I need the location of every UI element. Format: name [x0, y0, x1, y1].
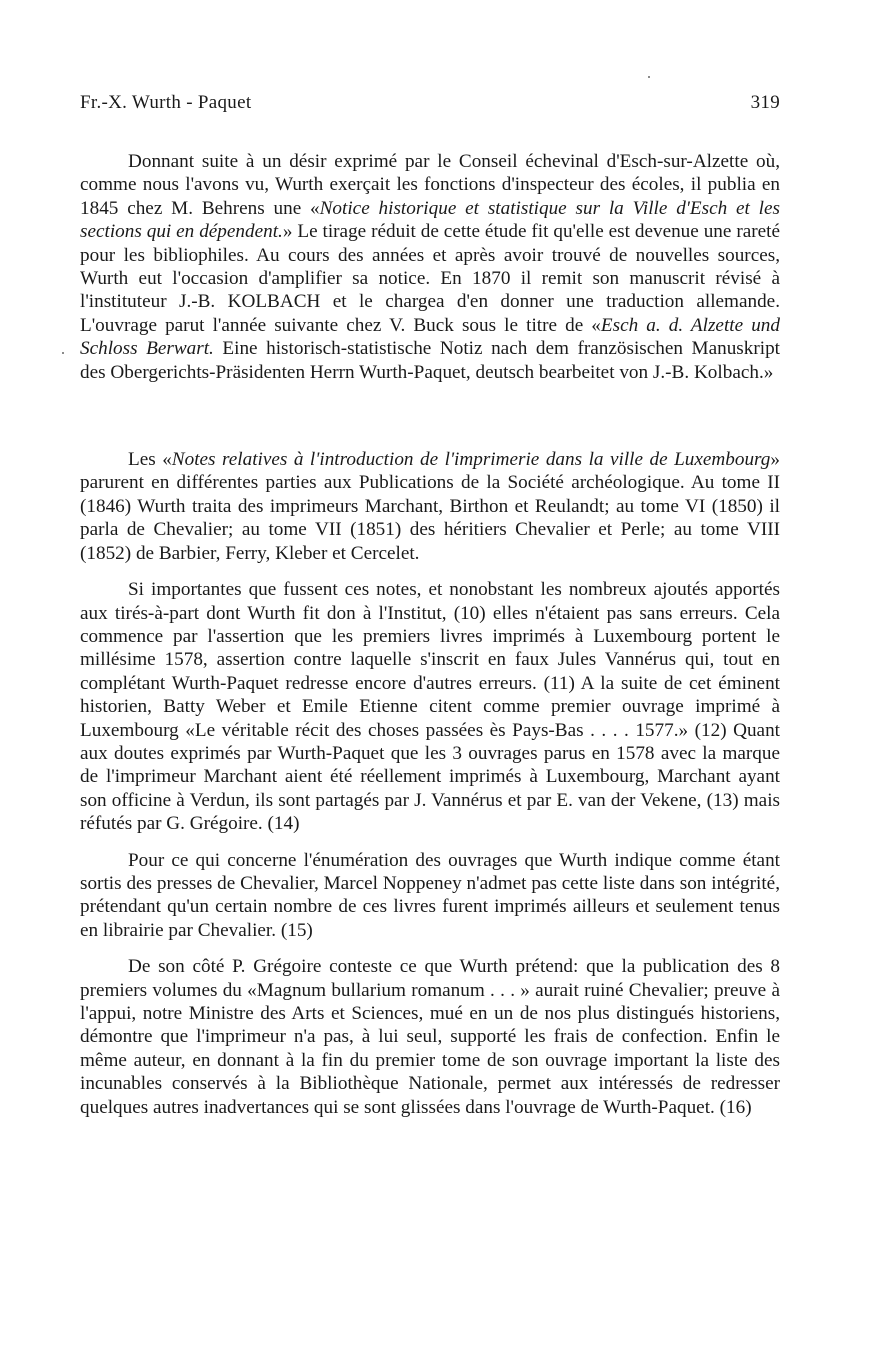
text-run: Donnant suite à un désir exprimé par le Conseil échevinal d'Esch-sur-Alzette où, comme nous l'avons vu, Wurth exerçait les fonctions d'inspecteur des écoles, il publia en 1845 chez M. Behrens une «: [80, 151, 780, 219]
paragraph-chevalier-list: Pour ce qui concerne l'énumération des ouvrages que Wurth indique comme étant sortis des presses de Chevalier, Marcel Noppeney n'admet pas cette liste dans son intégrité, prétendant qu'un certain nombre de ces livres furent imprimés ailleurs et seulement tenus en librairie par Chevalier. (15): [80, 849, 780, 941]
body-text: [80, 150, 780, 1119]
stray-mark: [62, 352, 64, 354]
italic-title: Notes relatives à l'introduction de l'imprimerie dans la ville de Luxembourg: [171, 449, 771, 471]
paragraph-gregoire: De son côté P. Grégoire conteste ce que Wurth prétend: que la publication des 8 premiers volumes du «Magnum bullarium romanum . . . » aurait ruiné Chevalier; preuve à l'appui, notre Ministre des Arts et Sciences, mué en un de nos plus distingués historiens, démontre que l'imprimeur n'a pas, à lui seul, supporté les frais de confection. Enfin le même auteur, en donnant à la fin du premier tome de son ouvrage important la liste des incunables conservés à la Bibliothèque Nationale, permet aux intéressés de redresser quelques autres inadvertances qui se sont glissées dans l'ouvrage de Wurth-Paquet. (16): [80, 956, 780, 1118]
italic-title: Notice historique et statistique sur la Ville d'Esch et les sections qui en dépendent.: [80, 197, 780, 243]
text-run: Les «: [128, 449, 172, 471]
running-head: [80, 92, 780, 120]
text-run: Eine historisch-statistische Notiz nach dem französischen Manuskript des Obergerichts-Präsidenten Herrn Wurth-Paquet, deutsch bearbeitet von J.-B. Kolbach.»: [80, 338, 780, 383]
paragraph-imprimerie-notes: [80, 448, 780, 565]
paragraph-errors: Si importantes que fussent ces notes, et nonobstant les nombreux ajoutés apportés aux tirés-à-part dont Wurth fit don à l'Institut, (10) elles n'étaient pas sans erreurs. Cela commence par l'assertion que les premiers livres imprimés à Luxembourg portent le millésime 1578, assertion contre laquelle s'inscrit en faux Jules Vannérus qui, tout en complétant Wurth-Paquet redresse encore d'autres erreurs. (11) A la suite de cet éminent historien, Batty Weber et Emile Etienne citent comme premier ouvrage imprimé à Luxembourg «Le véritable récit des choses passées ès Pays-Bas . . . . 1577.» (12) Quant aux doutes exprimés par Wurth-Paquet que les 3 ouvrages parus en 1578 avec la marque de l'imprimeur Marchant aient été réellement imprimés à Luxembourg, Marchant ayant son officine à Verdun, ils sont partagés par J. Vannérus et par E. van der Vekene, (13) mais réfutés par G. Grégoire. (14): [80, 579, 780, 835]
paragraph-esch-notice: [80, 150, 780, 384]
stray-mark: [648, 76, 650, 78]
running-head-author: Fr.-X. Wurth - Paquet: [80, 92, 252, 113]
italic-title: Esch a. d. Alzette und Schloss Berwart.: [80, 314, 780, 360]
page-number: 319: [750, 92, 780, 113]
text-run: » Le tirage réduit de cette étude fit qu'elle est devenue une rareté pour les bibliophiles. Au cours des années et après avoir trouvé de nouvelles sources, Wurth eut l'occasion d'amplifier sa notice. En 1870 il remit son manuscrit révisé à l'instituteur J.-B. KOLBACH et le chargea d'en donner une traduction allemande. L'ouvrage parut l'année suivante chez V. Buck sous le titre de «: [80, 221, 780, 336]
text-run: » parurent en différentes parties aux Publications de la Société archéologique. Au tome II (1846) Wurth traita des imprimeurs Marchant, Birthon et Reulandt; au tome VI (1850) il parla de Chevalier; au tome VII (1851) des héritiers Chevalier et Perle; au tome VIII (1852) de Barbier, Ferry, Kleber et Cercelet.: [80, 449, 780, 564]
